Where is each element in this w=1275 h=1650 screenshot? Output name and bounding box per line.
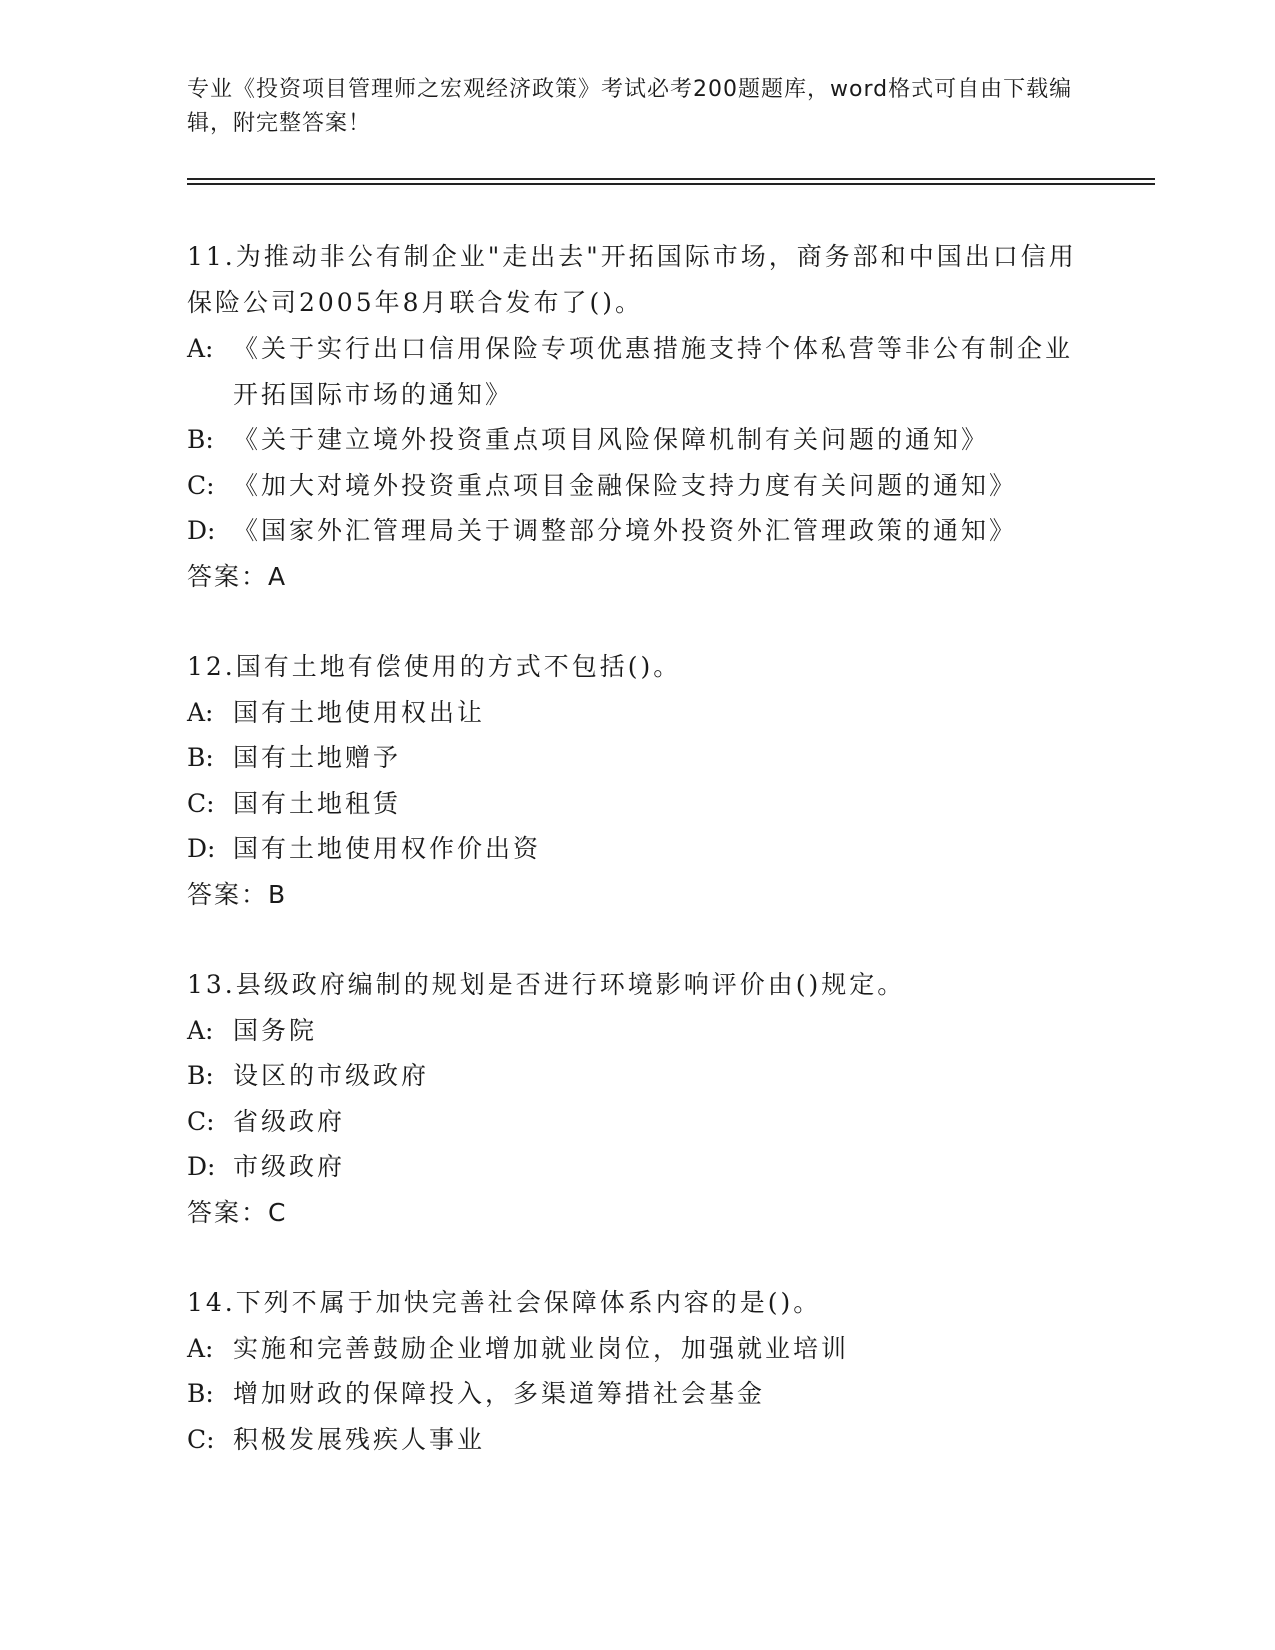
option-key: D: — [187, 1152, 216, 1181]
option-c — [187, 1417, 1087, 1463]
option-c — [187, 1099, 1087, 1145]
option-b — [187, 417, 1087, 463]
option-key: A: — [187, 1015, 214, 1045]
option-text: 《关于实行出口信用保险专项优惠措施支持个体私营等非公有制企业开拓国际市场的通知》 — [233, 334, 1074, 409]
option-b — [187, 1371, 1087, 1417]
option-text: 国有土地使用权出让 — [233, 697, 486, 727]
option-a — [187, 1008, 1087, 1054]
option-a — [187, 1326, 1087, 1372]
option-text: 实施和完善鼓励企业增加就业岗位，加强就业培训 — [233, 1333, 850, 1363]
question-stem: 12.国有土地有偿使用的方式不包括()。 — [187, 651, 682, 681]
option-text: 市级政府 — [233, 1152, 346, 1181]
option-text: 国有土地租赁 — [233, 788, 402, 818]
option-c — [187, 781, 1087, 827]
option-text: 设区的市级政府 — [233, 1061, 430, 1090]
question-stem: 13.县级政府编制的规划是否进行环境影响评价由()规定。 — [187, 969, 906, 999]
option-text: 增加财政的保障投入，多渠道筹措社会基金 — [233, 1379, 766, 1408]
option-key: D: — [187, 516, 216, 545]
option-text: 国有土地赠予 — [233, 743, 402, 772]
option-key: C: — [187, 470, 215, 500]
option-key: D: — [187, 834, 216, 863]
question-stem: 14.下列不属于加快完善社会保障体系内容的是()。 — [187, 1287, 822, 1317]
option-key: B: — [187, 1061, 214, 1090]
option-key: B: — [187, 743, 214, 772]
option-key: A: — [187, 697, 214, 727]
option-text: 积极发展残疾人事业 — [233, 1424, 486, 1454]
question-stem: 11.为推动非公有制企业"走出去"开拓国际市场，商务部和中国出口信用保险公司2005年8月联合发布了()。 — [187, 242, 1077, 317]
answer: 答案：C — [187, 1197, 288, 1227]
question-list — [187, 234, 1087, 1506]
option-d — [187, 508, 1087, 554]
option-text: 省级政府 — [233, 1106, 346, 1136]
option-key: C: — [187, 1424, 215, 1454]
option-key: A: — [187, 1333, 214, 1363]
option-key: C: — [187, 788, 215, 818]
option-a — [187, 326, 1087, 417]
header-divider-bottom — [187, 183, 1155, 185]
question-13 — [187, 962, 1087, 1236]
option-text: 《国家外汇管理局关于调整部分境外投资外汇管理政策的通知》 — [233, 516, 1018, 545]
option-text: 《加大对境外投资重点项目金融保险支持力度有关问题的通知》 — [233, 470, 1018, 500]
answer: 答案：B — [187, 879, 288, 909]
option-b — [187, 735, 1087, 781]
header-intro-text: 专业《投资项目管理师之宏观经济政策》考试必考200题题库，word格式可自由下载编辑，附完整答案！ — [187, 77, 1073, 136]
option-key: C: — [187, 1106, 215, 1136]
answer: 答案：A — [187, 561, 288, 591]
option-d — [187, 1144, 1087, 1190]
option-b — [187, 1053, 1087, 1099]
option-key: B: — [187, 425, 214, 454]
option-c — [187, 463, 1087, 509]
option-d — [187, 826, 1087, 872]
option-key: B: — [187, 1379, 214, 1408]
option-text: 国有土地使用权作价出资 — [233, 834, 542, 863]
header-divider-top — [187, 178, 1155, 180]
question-14 — [187, 1280, 1087, 1463]
option-key: A: — [187, 334, 214, 363]
option-text: 《关于建立境外投资重点项目风险保障机制有关问题的通知》 — [233, 425, 990, 454]
question-12 — [187, 644, 1087, 918]
question-11 — [187, 234, 1087, 600]
document-header — [187, 73, 1077, 141]
option-a — [187, 690, 1087, 736]
option-text: 国务院 — [233, 1015, 318, 1045]
